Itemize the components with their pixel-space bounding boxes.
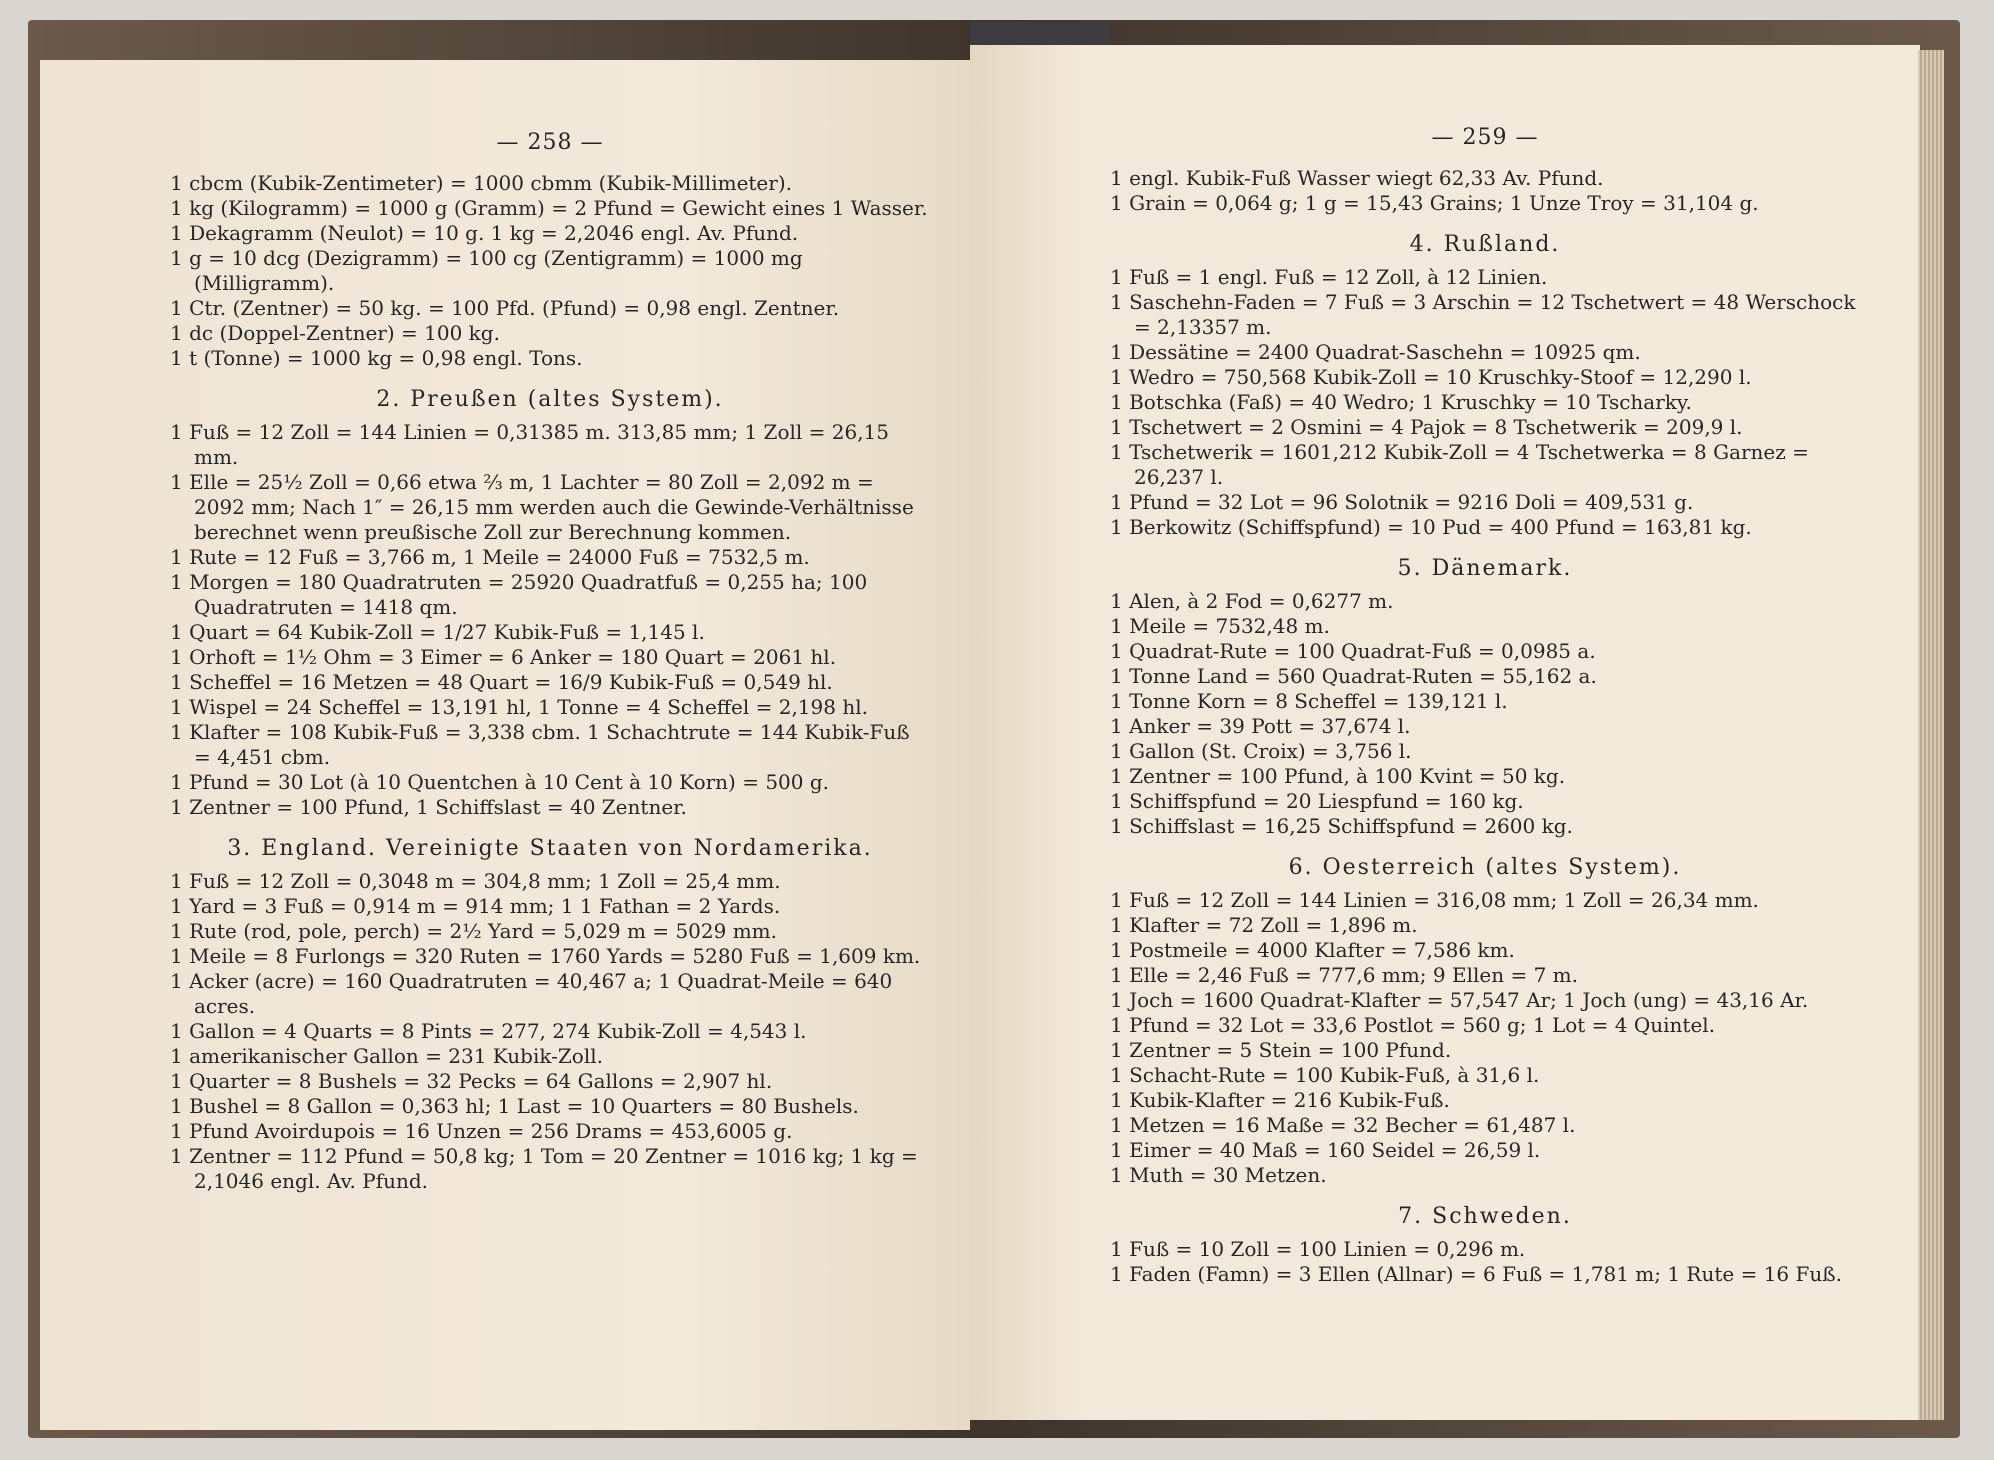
text-line: 1 Alen, à 2 Fod = 0,6277 m. bbox=[1110, 589, 1394, 613]
section-title: 5. Dänemark. bbox=[1397, 556, 1573, 581]
text-line: 1 Schiffspfund = 20 Liespfund = 160 kg. bbox=[1110, 789, 1524, 813]
section bbox=[1110, 556, 1860, 839]
text-line: 1 Berkowitz (Schiffspfund) = 10 Pud = 400 Pfund = 163,81 kg. bbox=[1110, 515, 1752, 539]
section bbox=[1110, 232, 1860, 540]
text-line: 1 Scheffel = 16 Metzen = 48 Quart = 16/9 Kubik-Fuß = 0,549 hl. bbox=[170, 670, 833, 694]
text-line: 1 Kubik-Klafter = 216 Kubik-Fuß. bbox=[1110, 1088, 1450, 1112]
text-line: 1 Schiffslast = 16,25 Schiffspfund = 2600 kg. bbox=[1110, 814, 1573, 838]
section-title: 4. Rußland. bbox=[1409, 232, 1561, 257]
text-line: 1 Zentner = 100 Pfund, 1 Schiffslast = 40 Zentner. bbox=[170, 795, 687, 819]
text-line: 1 Tschetwert = 2 Osmini = 4 Pajok = 8 Tschetwerik = 209,9 l. bbox=[1110, 415, 1743, 439]
right-page bbox=[970, 45, 1920, 1420]
text-line: 1 Zentner = 112 Pfund = 50,8 kg; 1 Tom = 20 Zentner = 1016 kg; 1 kg = 2,1046 engl. Av. Pfund. bbox=[170, 1144, 918, 1193]
text-line: 1 Zentner = 5 Stein = 100 Pfund. bbox=[1110, 1038, 1452, 1062]
text-line: 1 Grain = 0,064 g; 1 g = 15,43 Grains; 1 Unze Troy = 31,104 g. bbox=[1110, 191, 1759, 215]
text-line: 1 Tschetwerik = 1601,212 Kubik-Zoll = 4 Tschetwerka = 8 Garnez = 26,237 l. bbox=[1110, 440, 1809, 489]
page-number: — 259 — bbox=[1431, 125, 1539, 150]
text-line: 1 cbcm (Kubik-Zentimeter) = 1000 cbmm (Kubik-Millimeter). bbox=[170, 171, 792, 195]
text-line: 1 Pfund Avoirdupois = 16 Unzen = 256 Drams = 453,6005 g. bbox=[170, 1119, 793, 1143]
text-line: 1 Quadrat-Rute = 100 Quadrat-Fuß = 0,0985 a. bbox=[1110, 639, 1596, 663]
text-line: 1 Fuß = 12 Zoll = 144 Linien = 0,31385 m. 313,85 mm; 1 Zoll = 26,15 mm. bbox=[170, 420, 890, 469]
text-line: 1 Pfund = 32 Lot = 96 Solotnik = 9216 Doli = 409,531 g. bbox=[1110, 490, 1694, 514]
section-title: 6. Oesterreich (altes System). bbox=[1288, 855, 1682, 880]
text-line: 1 g = 10 dcg (Dezigramm) = 100 cg (Zentigramm) = 1000 mg (Milligramm). bbox=[170, 246, 803, 295]
text-line: 1 Elle = 2,46 Fuß = 777,6 mm; 9 Ellen = 7 m. bbox=[1110, 963, 1578, 987]
section bbox=[1110, 1204, 1860, 1287]
section-title: 7. Schweden. bbox=[1398, 1204, 1572, 1229]
text-line: 1 Fuß = 1 engl. Fuß = 12 Zoll, à 12 Linien. bbox=[1110, 265, 1548, 289]
text-line: 1 Pfund = 32 Lot = 33,6 Postlot = 560 g; 1 Lot = 4 Quintel. bbox=[1110, 1013, 1716, 1037]
text-line: 1 dc (Doppel-Zentner) = 100 kg. bbox=[170, 321, 500, 345]
text-line: 1 Gallon (St. Croix) = 3,756 l. bbox=[1110, 739, 1412, 763]
text-line: 1 Metzen = 16 Maße = 32 Becher = 61,487 l. bbox=[1110, 1113, 1576, 1137]
text-line: 1 Fuß = 10 Zoll = 100 Linien = 0,296 m. bbox=[1110, 1237, 1526, 1261]
sections-block bbox=[1110, 232, 1860, 1287]
sections-block bbox=[170, 387, 930, 1194]
text-line: 1 Faden (Famn) = 3 Ellen (Allnar) = 6 Fuß = 1,781 m; 1 Rute = 16 Fuß. bbox=[1110, 1262, 1842, 1286]
section bbox=[170, 836, 930, 1194]
intro-block bbox=[1110, 166, 1860, 216]
text-line: 1 Tonne Korn = 8 Scheffel = 139,121 l. bbox=[1110, 689, 1508, 713]
text-line: 1 Rute = 12 Fuß = 3,766 m, 1 Meile = 24000 Fuß = 7532,5 m. bbox=[170, 545, 810, 569]
text-line: 1 Wedro = 750,568 Kubik-Zoll = 10 Kruschky-Stoof = 12,290 l. bbox=[1110, 365, 1752, 389]
section-title: 2. Preußen (altes System). bbox=[376, 387, 724, 412]
text-line: 1 Fuß = 12 Zoll = 0,3048 m = 304,8 mm; 1 Zoll = 25,4 mm. bbox=[170, 869, 781, 893]
text-line: 1 Elle = 25½ Zoll = 0,66 etwa ⅔ m, 1 Lachter = 80 Zoll = 2,092 m = 2092 mm; Nach 1″ = 26,15 mm werden auch die Gewinde-Verhältnisse berechnet wenn preußische Zoll zur Berechnung kommen. bbox=[170, 470, 914, 544]
intro-block bbox=[170, 171, 930, 371]
text-line: 1 Eimer = 40 Maß = 160 Seidel = 26,59 l. bbox=[1110, 1138, 1541, 1162]
text-line: 1 Klafter = 108 Kubik-Fuß = 3,338 cbm. 1 Schachtrute = 144 Kubik-Fuß = 4,451 cbm. bbox=[170, 720, 910, 769]
text-line: 1 Dessätine = 2400 Quadrat-Saschehn = 10925 qm. bbox=[1110, 340, 1641, 364]
text-line: 1 Wispel = 24 Scheffel = 13,191 hl, 1 Tonne = 4 Scheffel = 2,198 hl. bbox=[170, 695, 868, 719]
text-line: 1 Orhoft = 1½ Ohm = 3 Eimer = 6 Anker = 180 Quart = 2061 hl. bbox=[170, 645, 837, 669]
text-line: 1 Ctr. (Zentner) = 50 kg. = 100 Pfd. (Pfund) = 0,98 engl. Zentner. bbox=[170, 296, 840, 320]
text-line: 1 Dekagramm (Neulot) = 10 g. 1 kg = 2,2046 engl. Av. Pfund. bbox=[170, 221, 799, 245]
text-line: 1 Pfund = 30 Lot (à 10 Quentchen à 10 Cent à 10 Korn) = 500 g. bbox=[170, 770, 830, 794]
text-line: 1 kg (Kilogramm) = 1000 g (Gramm) = 2 Pfund = Gewicht eines 1 Wasser. bbox=[170, 196, 928, 220]
text-line: 1 Acker (acre) = 160 Quadratruten = 40,467 a; 1 Quadrat-Meile = 640 acres. bbox=[170, 969, 893, 1018]
text-line: 1 Zentner = 100 Pfund, à 100 Kvint = 50 kg. bbox=[1110, 764, 1566, 788]
text-line: 1 Tonne Land = 560 Quadrat-Ruten = 55,162 a. bbox=[1110, 664, 1597, 688]
text-line: 1 Quarter = 8 Bushels = 32 Pecks = 64 Gallons = 2,907 hl. bbox=[170, 1069, 773, 1093]
text-line: 1 amerikanischer Gallon = 231 Kubik-Zoll. bbox=[170, 1044, 603, 1068]
page-edges bbox=[1918, 50, 1944, 1420]
left-page bbox=[40, 60, 970, 1430]
text-line: 1 Saschehn-Faden = 7 Fuß = 3 Arschin = 12 Tschetwert = 48 Werschock = 2,13357 m. bbox=[1110, 290, 1856, 339]
section-title: 3. England. Vereinigte Staaten von Nordamerika. bbox=[227, 836, 873, 861]
text-line: 1 Bushel = 8 Gallon = 0,363 hl; 1 Last = 10 Quarters = 80 Bushels. bbox=[170, 1094, 859, 1118]
text-line: 1 Joch = 1600 Quadrat-Klafter = 57,547 Ar; 1 Joch (ung) = 43,16 Ar. bbox=[1110, 988, 1809, 1012]
text-line: 1 Schacht-Rute = 100 Kubik-Fuß, à 31,6 l. bbox=[1110, 1063, 1540, 1087]
text-line: 1 Botschka (Faß) = 40 Wedro; 1 Kruschky = 10 Tscharky. bbox=[1110, 390, 1692, 414]
section bbox=[170, 387, 930, 820]
text-line: 1 Fuß = 12 Zoll = 144 Linien = 316,08 mm; 1 Zoll = 26,34 mm. bbox=[1110, 888, 1759, 912]
section bbox=[1110, 855, 1860, 1188]
text-line: 1 engl. Kubik-Fuß Wasser wiegt 62,33 Av. Pfund. bbox=[1110, 166, 1604, 190]
text-line: 1 Quart = 64 Kubik-Zoll = 1/27 Kubik-Fuß = 1,145 l. bbox=[170, 620, 705, 644]
text-line: 1 Yard = 3 Fuß = 0,914 m = 914 mm; 1 1 Fathan = 2 Yards. bbox=[170, 894, 781, 918]
text-line: 1 Anker = 39 Pott = 37,674 l. bbox=[1110, 714, 1411, 738]
text-line: 1 Rute (rod, pole, perch) = 2½ Yard = 5,029 m = 5029 mm. bbox=[170, 919, 777, 943]
text-line: 1 Meile = 8 Furlongs = 320 Ruten = 1760 Yards = 5280 Fuß = 1,609 km. bbox=[170, 944, 921, 968]
text-line: 1 Muth = 30 Metzen. bbox=[1110, 1163, 1327, 1187]
text-line: 1 Klafter = 72 Zoll = 1,896 m. bbox=[1110, 913, 1418, 937]
text-line: 1 Meile = 7532,48 m. bbox=[1110, 614, 1330, 638]
text-line: 1 Postmeile = 4000 Klafter = 7,586 km. bbox=[1110, 938, 1515, 962]
page-number: — 258 — bbox=[496, 130, 604, 155]
text-line: 1 Morgen = 180 Quadratruten = 25920 Quadratfuß = 0,255 ha; 100 Quadratruten = 1418 qm. bbox=[170, 570, 868, 619]
text-line: 1 t (Tonne) = 1000 kg = 0,98 engl. Tons. bbox=[170, 346, 583, 370]
text-line: 1 Gallon = 4 Quarts = 8 Pints = 277, 274 Kubik-Zoll = 4,543 l. bbox=[170, 1019, 807, 1043]
